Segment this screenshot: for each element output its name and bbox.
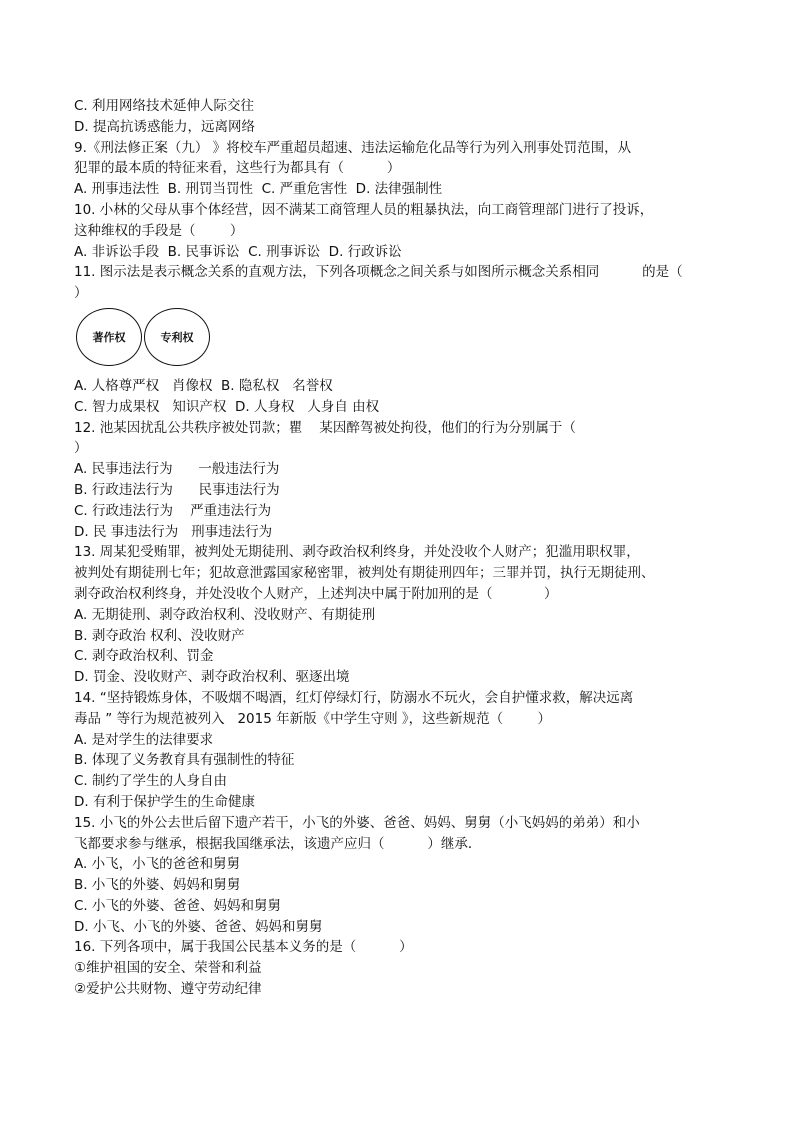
text-line: ）	[74, 440, 88, 457]
text-line: A. 无期徒刑、剥夺政治权利、没收财产、有期徒刑	[74, 606, 376, 623]
text-line: C. 智力成果权 知识产权 D. 人身权 人身自 由权	[74, 398, 380, 415]
text-line: D. 罚金、没收财产、剥夺政治权利、驱逐出境	[74, 669, 350, 686]
text-line: D. 有利于保护学生的生命健康	[74, 793, 255, 810]
text-line: C. 制约了学生的人身自由	[74, 773, 228, 790]
text-block-top	[74, 96, 774, 304]
text-line: 这种维权的手段是（ ）	[74, 222, 244, 239]
text-line: B. 剥夺政治 权利、没收财产	[74, 627, 245, 644]
text-line: A. 民事违法行为 一般违法行为	[74, 461, 280, 478]
question-9-stem: 9.《刑法修正案（九） 》将校车严重超员超速、违法运输危化品等行为列入刑事处罚范围，从	[74, 139, 632, 156]
question-9-options: A. 刑事违法性 B. 刑罚当罚性 C. 严重危害性 D. 法律强制性	[74, 181, 443, 198]
concept-relation-diagram	[74, 308, 774, 370]
question-12-stem: 12. 池某因扰乱公共秩序被处罚款；瞿 某因醉驾被处拘役，他们的行为分别属于（	[74, 419, 576, 436]
question-16-stem: 16. 下列各项中，属于我国公民基本义务的是（ ）	[74, 939, 413, 956]
text-line: A. 人格尊严权 肖像权 B. 隐私权 名誉权	[74, 377, 333, 394]
text-line: 毒品 ” 等行为规范被列入 2015 年新版《中学生守则 》，这些新规范（ ）	[74, 710, 551, 727]
question-10-stem: 10. 小林的父母从事个体经营，因不满某工商管理人员的粗暴执法，向工商管理部门进行了投诉，	[74, 201, 654, 218]
text-line: 犯罪的最本质的特征来看，这些行为都具有（ ）	[74, 160, 401, 177]
text-line: C. 行政违法行为 严重违法行为	[74, 502, 272, 519]
text-block-bottom	[74, 376, 774, 1000]
text-line: C. 小飞的外婆、爸爸、妈妈和舅舅	[74, 897, 282, 914]
text-line: C. 剥夺政治权利、罚金	[74, 648, 214, 665]
text-line: 剥夺政治权利终身，并处没收个人财产，上述判决中属于附加刑的是（ ）	[74, 585, 558, 602]
text-line: ②爱护公共财物、遵守劳动纪律	[74, 981, 262, 998]
text-line: ）	[74, 285, 88, 302]
exam-page	[74, 96, 774, 1000]
question-11-stem: 11. 图示法是表示概念关系的直观方法，下列各项概念之间关系与如图所示概念关系相同 的是（	[74, 264, 683, 281]
text-line: B. 行政违法行为 民事违法行为	[74, 481, 280, 498]
text-line: D. 民 事违法行为 刑事违法行为	[74, 523, 273, 540]
question-14-stem: 14. “坚持锻炼身体，不吸烟不喝酒，红灯停绿灯行，防溺水不玩火，会自护懂求救，解决远离	[74, 689, 634, 706]
text-line: 飞都要求参与继承，根据我国继承法，该遗产应归（ ）继承．	[74, 835, 482, 852]
text-line: B. 体现了义务教育具有强制性的特征	[74, 752, 295, 769]
question-13-stem: 13. 周某犯受贿罪，被判处无期徒刑、剥夺政治权利终身，并处没收个人财产；犯滥用职权罪，	[74, 544, 640, 561]
text-line: 被判处有期徒刑七年；犯故意泄露国家秘密罪，被判处有期徒刑四年；三罪并罚，执行无期徒刑、	[74, 565, 655, 582]
question-15-stem: 15. 小飞的外公去世后留下遗产若干，小飞的外婆、爸爸、妈妈、舅舅（小飞妈妈的弟弟）和小	[74, 814, 640, 831]
text-line: A. 是对学生的法律要求	[74, 731, 214, 748]
patent-circle: 专利权	[144, 308, 210, 366]
copyright-circle: 著作权	[76, 308, 142, 366]
text-line: D. 小飞、小飞的外婆、爸爸、妈妈和舅舅	[74, 918, 323, 935]
text-line: A. 小飞，小飞的爸爸和舅舅	[74, 856, 241, 873]
question-10-options: A. 非诉讼手段 B. 民事诉讼 C. 刑事诉讼 D. 行政诉讼	[74, 243, 402, 260]
text-line: B. 小飞的外婆、妈妈和舅舅	[74, 877, 241, 894]
text-line: ①维护祖国的安全、荣誉和利益	[74, 960, 262, 977]
text-line: C. 利用网络技术延伸人际交往	[74, 98, 255, 114]
text-line: D. 提高抗诱惑能力，远离网络	[74, 118, 255, 135]
